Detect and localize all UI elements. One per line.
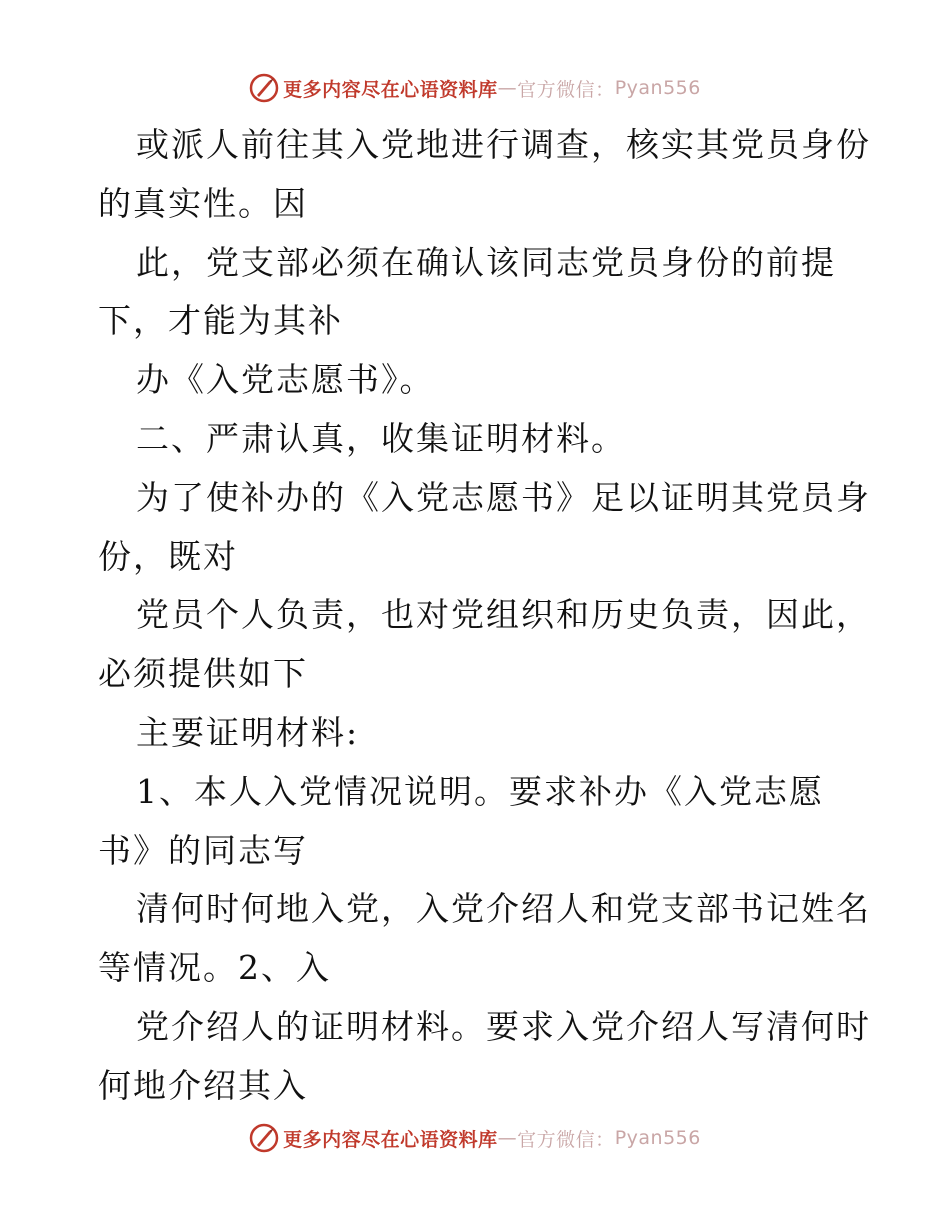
list-item: 1、本人入党情况说明。要求补办《入党志愿 [136,771,824,811]
text-line: 等情况。2、入 [98,948,331,988]
watermark-main-text: 更多内容尽在心语资料库 [283,1128,498,1151]
document-body [98,116,871,1116]
text-line: 书》的同志写 [98,830,308,870]
text-line: 此，党支部必须在确认该同志党员身份的前提 [136,242,836,282]
watermark-wechat-label: 官方微信： [517,1128,615,1151]
feather-pen-logo-icon [249,1123,279,1153]
watermark-dash: — [497,77,518,99]
text-line: 办《入党志愿书》。 [136,360,435,400]
text-line: 党员个人负责，也对党组织和历史负责，因此， [136,595,871,635]
text-line: 何地介绍其入 [98,1065,308,1105]
text-line: 主要证明材料: [136,712,360,752]
text-line: 份，既对 [98,536,238,576]
watermark-main-text: 更多内容尽在心语资料库 [283,78,498,101]
watermark-header [0,70,950,106]
text-line: 下，才能为其补 [98,301,343,341]
watermark-account: Pyan556 [614,1127,701,1149]
text-line: 清何时何地入党，入党介绍人和党支部书记姓名 [136,889,871,929]
watermark-dash: — [497,1127,518,1149]
text-line: 党介绍人的证明材料。要求入党介绍人写清何时 [136,1006,871,1046]
text-line: 为了使补办的《入党志愿书》足以证明其党员身 [136,477,871,517]
text-line: 的真实性。因 [98,183,308,223]
text-line: 必须提供如下 [98,654,308,694]
watermark-account: Pyan556 [614,77,701,99]
feather-pen-logo-icon [249,73,279,103]
text-line: 或派人前往其入党地进行调查，核实其党员身份 [136,125,871,164]
watermark-wechat-label: 官方微信： [517,78,615,101]
watermark-footer [0,1120,950,1156]
section-heading: 二、严肃认真，收集证明材料。 [136,418,626,458]
